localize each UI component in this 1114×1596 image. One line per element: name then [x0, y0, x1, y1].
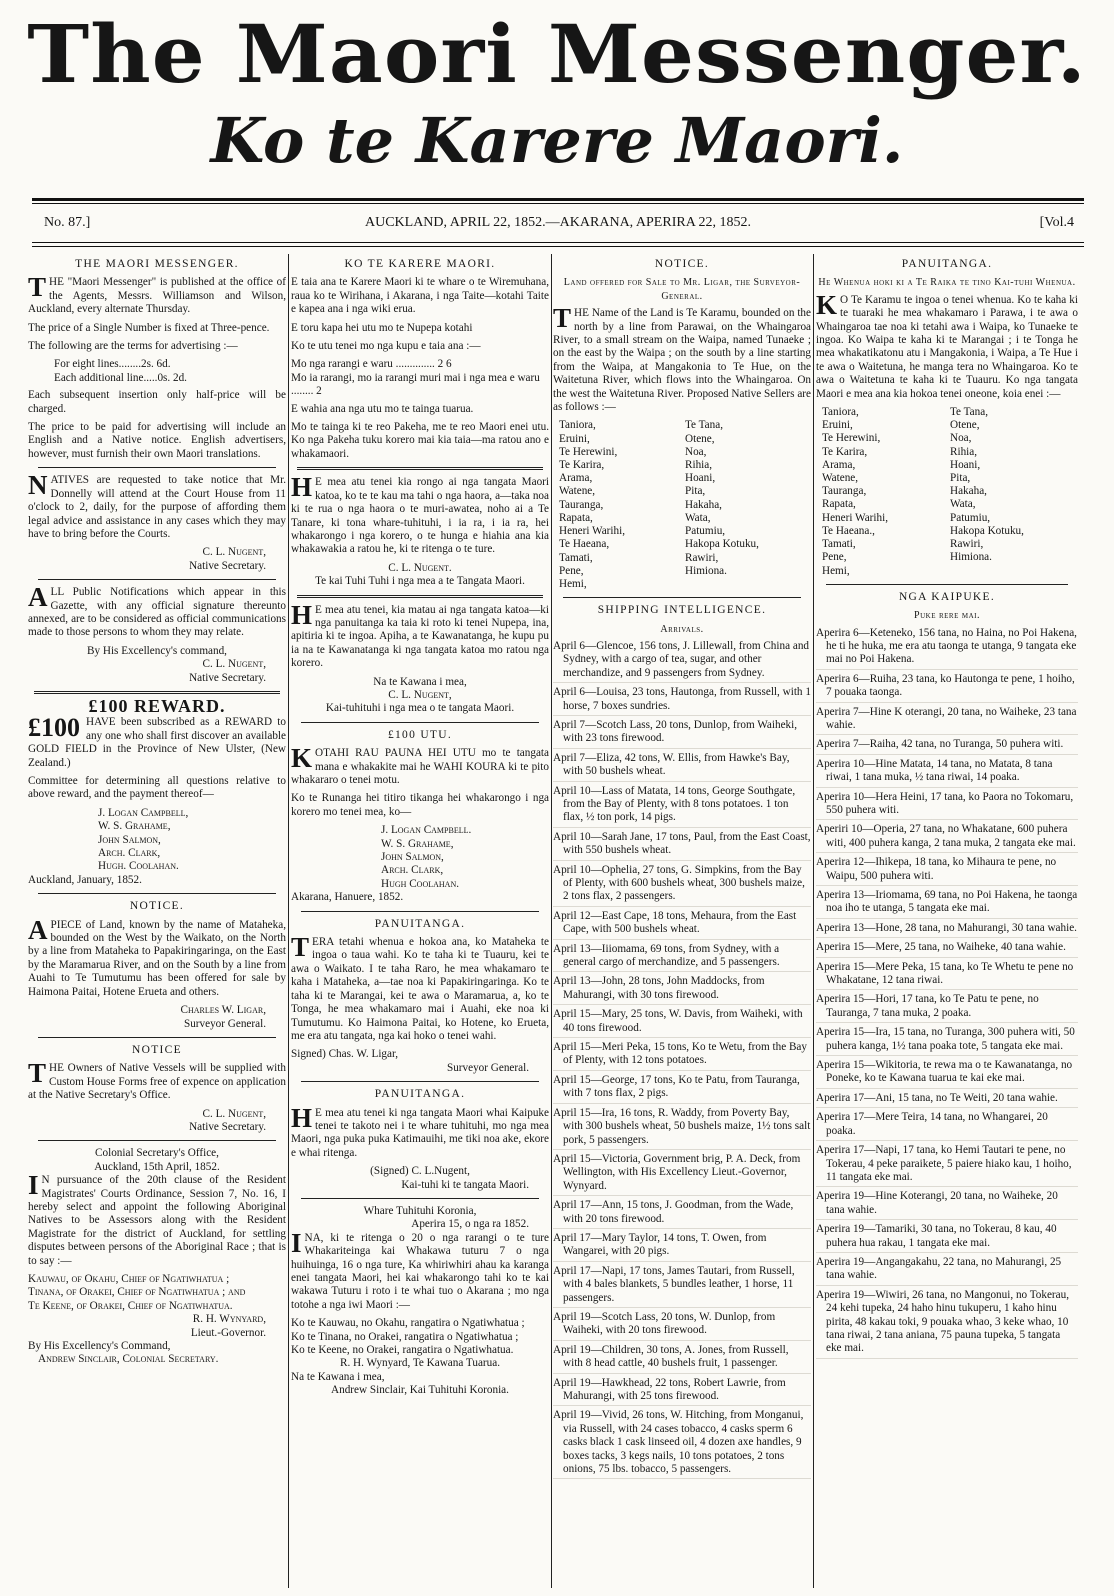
ship-arrival-entry: April 15—Victoria, Government brig, P. A. Deck, from Wellington, with His Excellency Lieut.-Governor, Wynyard. — [553, 1153, 811, 1196]
column-2 — [291, 252, 549, 1588]
command-line: Na te Kawana i mea, — [291, 1370, 385, 1383]
divider — [38, 893, 276, 894]
committee-text: Committee for determining all questions relative to above reward, and the payment thereof— — [28, 775, 286, 801]
seller-name: Te Haeana, — [559, 538, 610, 551]
ship-arrival-entry: Aperira 13—Iriomama, 69 tana, no Poi Hakena, he taonga noa iho te utanga, 5 tangata eke mai. — [816, 889, 1078, 919]
signature-title: Native Secretary. — [189, 559, 266, 572]
ship-arrival-entry: April 17—Mary Taylor, 14 tons, T. Owen, from Wangarei, with 20 pigs. — [553, 1232, 811, 1262]
ship-arrival-entry: Aperira 15—Mere, 25 tana, no Waiheke, 40 tana wahie. — [816, 941, 1078, 957]
seller-name: Heneri Warihi, — [822, 511, 888, 524]
volume-number: [Vol.4 — [1039, 215, 1074, 230]
ship-arrival-entry: April 15—Mary, 25 tons, W. Davis, from Waiheki, with 40 tons firewood. — [553, 1008, 811, 1038]
signature-title: Kai-tuhi ki te tangata Maori. — [401, 1178, 529, 1191]
dateline — [36, 212, 1080, 238]
assessor: Ko te Tinana, no Orakei, rangatira o Ngatiwhatua ; — [291, 1330, 519, 1343]
seller-name: Pene, — [822, 551, 847, 564]
seller-name: Watene, — [559, 485, 596, 498]
office-line: Whare Tuhituhi Koronia, — [363, 1204, 477, 1217]
section-subheading: He Whenua hoki ki a Te Raika te tino Kai-tuhi Whenua. — [818, 277, 1076, 289]
seller-name: Hakaha, — [950, 485, 987, 498]
ship-arrival-entry: April 10—Sarah Jane, 17 tons, Paul, from the East Coast, with 550 bushels wheat. — [553, 831, 811, 861]
seller-name: Tamati, — [559, 551, 593, 564]
rate-line: For eight lines........2s. 6d. — [54, 358, 171, 371]
seller-name: Tamati, — [822, 538, 856, 551]
ship-arrival-entry: Aperira 17—Mere Teira, 14 tana, no Whangarei, 20 poaka. — [816, 1111, 1078, 1141]
divider — [301, 911, 539, 912]
signature-title: Surveyor General. — [183, 1017, 266, 1030]
committee-member: W. S. Grahame, — [381, 837, 454, 850]
sellers-list — [816, 406, 1078, 578]
section-heading: NOTICE. — [129, 900, 185, 913]
command-line: Na te Kawana i mea, — [373, 675, 467, 688]
signature: C. L. Nugent, — [202, 658, 266, 671]
seller-name: Rihia, — [950, 445, 978, 458]
ship-arrival-entry: Aperira 6—Keteneko, 156 tana, no Haina, no Poi Hakena, he ti he huka, me era atu taonga te utanga, 9 tangata eke mai no Poi Hakena. — [816, 627, 1078, 670]
advertising-terms: The following are the terms for advertising :— — [28, 340, 238, 353]
seller-name: Hemi, — [822, 564, 850, 577]
committee-names — [28, 807, 286, 874]
section-heading: SHIPPING INTELLIGENCE. — [597, 604, 767, 617]
seller-name: Te Herewini, — [559, 445, 618, 458]
assessor: Kauwau, of Okahu, Chief of Ngatiwhatua ; — [28, 1273, 230, 1285]
masthead-rule — [32, 198, 1084, 201]
land-notice: THE Name of the Land is Te Karamu, bounded on the north by a line from Parawai, on the Whaingaroa River, to a small stream on the Waipa, named Tunaeke ; on the east by the Waipa ; on the south by a line starting from the Waipa, at Mangakonia to Te Hue, on the Waitetuna River, which flows into the Whaingaroa. On the west the Waitetuna River. Proposed Native Sellers are as follows :— — [553, 303, 811, 414]
divider — [301, 1081, 539, 1082]
ship-arrival-entry: Aperira 7—Hine K oterangi, 20 tana, no Waiheke, 23 tana wahie. — [816, 706, 1078, 736]
committee-member: J. Logan Campbell. — [381, 824, 472, 837]
seller-name: Taniora, — [822, 406, 859, 419]
divider — [297, 467, 543, 470]
ship-arrival-entry: April 13—Iiiomama, 69 tons, from Sydney, with a general cargo of merchandize, and 5 passengers. — [553, 943, 811, 973]
office-date: Aperira 15, o nga ra 1852. — [411, 1218, 529, 1231]
ship-arrival-entry: Aperira 19—Hine Koterangi, 20 tana, no Waiheke, 20 tana wahie. — [816, 1190, 1078, 1220]
seller-name: Rapata, — [822, 498, 856, 511]
natives-notice: NATIVES are requested to take notice that Mr. Donnelly will attend at the Court House from 11 o'clock to 2, daily, for the purpose of affording them legal advice and assistance in any cases which they may have to bring before the Courts. — [28, 470, 286, 540]
signature-title: Kai-tuhituhi i nga mea o te tangata Maori. — [325, 702, 515, 715]
natives-notice: HE mea atu tenei kia rongo ai nga tangata Maori katoa, ko te te kau ma tahi o nga haora, a—taka noa ki te rua o nga haora o te muri-awatea, noho ai a Te Tanare, ki tona whare-tuhituhi, i ia ra, i ia ra, hei whakarongo i nga korero, o te hunga e hiahia ana kia whakawakia a ratou he, ki te ritenga o te ture. — [291, 472, 549, 556]
ship-arrival-entry: April 6—Glencoe, 156 tons, J. Lillewall, from China and Sydney, with a cargo of tea, sugar, and other merchandize, and 9 passengers from Sydney. — [553, 640, 811, 683]
ship-arrival-entry: April 15—Meri Peka, 15 tons, Ko te Wetu, from the Bay of Plenty, with 12 tons potatoes. — [553, 1041, 811, 1071]
column-divider — [813, 254, 814, 1588]
land-notice: TERA tetahi whenua e hokoa ana, ko Mataheka te ingoa o taua wahi. Ko te taha ki te Tuauru, kei te awa o Waikato. I te taha Raro, he mea whakamaro te kaha i Mataheka, a—tae noa ki Papakiringaringa. Ko te taha ki te Marangai, kei te awa o Maramarua, a, ko te Tonga, he mea whakamaro mai i Auahi, eke noa ki Tumutumu. Ko Haimona Paitai, ko Hotene, ko Erueta, me era atu tangata, nga kai hoko o tenei wahi. — [291, 932, 549, 1042]
committee-names — [291, 824, 549, 891]
advertising-terms: Ko te utu tenei mo nga kupu e taia ana :— — [291, 340, 481, 353]
seller-name: Hakaha, — [685, 498, 722, 511]
seller-name: Rawiri, — [685, 551, 719, 564]
masthead-title-english: The Maori Messenger. — [27, 7, 1087, 101]
committee-member: W. S. Grahame, — [98, 820, 171, 833]
section-heading: NGA KAIPUKE. — [898, 590, 996, 603]
divider — [38, 1140, 276, 1141]
divider — [563, 597, 801, 598]
signature: Charles W. Ligar, — [180, 1004, 266, 1017]
section-heading: NOTICE. — [654, 258, 710, 270]
reward-date: Auckland, January, 1852. — [28, 873, 142, 886]
ship-arrival-entry: April 13—John, 28 tons, John Maddocks, from Mahurangi, with 30 tons firewood. — [553, 975, 811, 1005]
committee-member: John Salmon, — [381, 851, 444, 864]
seller-name: Watene, — [822, 472, 859, 485]
vessel-notice: HE mea atu tenei ki nga tangata Maori whai Kaipuke tenei te takoto nei i te whare tuhituhi, mo nga mea Maori, nga puka puka Katimauihi, me tiki noa ake, ekore e whai ritenga. — [291, 1102, 549, 1159]
seller-name: Te Tana, — [950, 406, 988, 419]
ship-arrival-entry: April 19—Children, 30 tons, A. Jones, from Russell, with 8 head cattle, 40 bushels fruit, 1 passenger. — [553, 1344, 811, 1374]
committee-member: John Salmon, — [98, 833, 161, 846]
ship-arrival-entry: April 19—Scotch Lass, 20 tons, W. Dunlop, from Waiheki, with 20 tons firewood. — [553, 1311, 811, 1341]
signature: C. L. Nugent, — [202, 546, 266, 559]
ship-arrival-entry: Aperira 17—Ani, 15 tana, no Te Weiti, 20 tana wahie. — [816, 1092, 1078, 1108]
advertising-price: Mo te tainga ki te reo Pakeha, me te reo Maori enei utu. Ko nga Pakeha tuku korero mai kia taia—ma ratou ano e whakamaori. — [291, 421, 549, 460]
signature-title: Surveyor General. — [446, 1061, 529, 1074]
reward-amount: £100 — [28, 713, 80, 743]
committee-member: J. Logan Campbell, — [98, 806, 189, 819]
ship-arrival-entry: April 10—Ophelia, 27 tons, G. Simpkins, from the Bay of Plenty, with 600 bushels wheat, 300 bushels maize, 2 tons flax, 2 passengers. — [553, 864, 811, 907]
ship-arrival-entry: Aperira 19—Wiwiri, 26 tana, no Mangonui, no Tokerau, 24 kehi tupeka, 24 haho hinu tukuperu, 1 kaho hinu pirita, 48 kakau toki, 9 pouaka whao, 3 keke whao, 10 tana riwai, 2 tana aniana, 75 pauna tupeka, 5 tangata eke mai. — [816, 1289, 1078, 1359]
masthead-title-maori: Ko te Karere Maori. — [210, 104, 904, 177]
ship-arrival-entry: April 10—Lass of Matata, 14 tons, George Southgate, from the Bay of Plenty, with 8 tons potatoes. 1 ton flax, ½ ton pork, 14 pigs. — [553, 785, 811, 828]
price-notice: E toru kapa hei utu mo te Nupepa kotahi — [291, 321, 473, 334]
insertion-notice: Each subsequent insertion only half-price will be charged. — [28, 389, 286, 415]
ship-arrival-entry: Aperira 19—Tamariki, 30 tana, no Tokerau, 8 kau, 40 puhera hua rakau, 1 tangata eke mai. — [816, 1223, 1078, 1253]
ship-arrival-entry: Aperira 19—Angangakahu, 22 tana, no Mahurangi, 25 tana wahie. — [816, 1256, 1078, 1286]
committee-text: Ko te Runanga hei titiro tikanga hei whakarongo i nga korero mo tenei mea, ko— — [291, 792, 549, 818]
seller-name: Arama, — [822, 458, 856, 471]
signature: Andrew Sinclair, Colonial Secretary. — [38, 1353, 219, 1366]
ship-arrival-entry: Aperira 10—Hine Matata, 14 tana, no Matata, 8 tana riwai, 1 tana muka, ½ tana riwai, 14 poaka. — [816, 758, 1078, 788]
assessors-notice: INA, ki te ritenga o 20 o nga rarangi o te ture Whakariteinga kai Whakawa tuturu 7 o nga huihuinga, 16 o nga ture, Ka whiriwhiri ahau ka karanga enei tangata Maori, hei kai whakarongo tahi ko te kai wakawa Tuturu i roto i te whai tuo o Akarana ; mo nga totohe a nga iwi Maori :— — [291, 1227, 549, 1311]
reward-text: HAVE been subscribed as a REWARD to any one who shall first discover an available GOLD FIELD in the Province of New Ulster, (New Zealand.) — [28, 716, 286, 769]
seller-name: Hoani, — [685, 472, 716, 485]
section-heading: PANUITANGA. — [901, 258, 993, 270]
seller-name: Noa, — [685, 445, 707, 458]
ship-arrival-entry: April 15—George, 17 tons, Ko te Patu, from Tauranga, with 7 tons flax, 2 pigs. — [553, 1074, 811, 1104]
committee-member: Arch. Clark, — [98, 847, 161, 860]
section-subheading: Land offered for Sale to Mr. Ligar, the Surveyor-General. — [563, 277, 801, 302]
seller-name: Te Herewini, — [822, 432, 881, 445]
ship-arrival-entry: Aperira 15—Hori, 17 tana, ko Te Patu te pene, no Tauranga, 7 tana muka, 2 poaka. — [816, 993, 1078, 1023]
committee-member: Arch. Clark, — [381, 864, 444, 877]
seller-name: Otene, — [950, 419, 980, 432]
seller-name: Hakopa Kotuku, — [685, 538, 759, 551]
seller-name: Patumiu, — [950, 511, 991, 524]
seller-name: Otene, — [685, 432, 715, 445]
ship-arrival-entry: April 15—Ira, 16 tons, R. Waddy, from Poverty Bay, with 300 bushels wheat, 50 bushels maize, 1½ tons salt pork, 5 passengers. — [553, 1107, 811, 1150]
ship-arrival-entry: April 12—East Cape, 18 tons, Mehaura, from the East Cape, with 500 bushels wheat. — [553, 910, 811, 940]
reward-heading: £100 REWARD. — [88, 695, 226, 716]
committee-member: Hugh. Coolahan. — [98, 860, 179, 873]
seller-name: Eruini, — [822, 419, 853, 432]
seller-name: Hemi, — [559, 577, 587, 590]
dateline-rule-second — [32, 246, 1084, 247]
signature: Andrew Sinclair, Kai Tuhituhi Koronia. — [331, 1384, 509, 1397]
divider — [301, 1198, 539, 1199]
signature: C. L. Nugent, — [202, 1107, 266, 1120]
ship-arrival-entry: Aperira 17—Napi, 17 tana, ko Hemi Tautari te pene, no Tokerau, 4 peke paraikete, 5 paiere hiako kau, 1 hoiho, 11 tangata eke mai. — [816, 1144, 1078, 1187]
assessor: Te Keene, of Orakei, Chief of Ngatiwhatua. — [28, 1299, 233, 1312]
seller-name: Pita, — [685, 485, 706, 498]
public-notifications: ALL Public Notifications which appear in this Gazette, with any official signature thereunto annexed, are to be considered as official communications made to those persons to whom they may relate. — [28, 582, 286, 639]
ship-arrival-entry: April 7—Scotch Lass, 20 tons, Dunlop, from Waiheki, with 23 tons firewood. — [553, 719, 811, 749]
column-1 — [28, 252, 286, 1588]
arrivals-list — [816, 627, 1078, 1359]
rate-line: Mo nga rarangi e waru .............. 2 6 — [291, 358, 452, 371]
signature: C. L. Nugent. — [388, 561, 452, 574]
divider — [38, 467, 276, 468]
arrivals-list — [553, 640, 811, 1480]
seller-name: Te Haeana., — [822, 524, 875, 537]
reward-date: Akarana, Hanuere, 1852. — [291, 891, 404, 904]
publication-notice: THE "Maori Messenger" is published at the office of the Agents, Messrs. Williamson and Wilson, Auckland, every alternate Thursday. — [28, 272, 286, 316]
divider — [297, 595, 543, 598]
assessors-notice: IN pursuance of the 20th clause of the Resident Magistrates' Courts Ordinance, Session 7, No. 16, I hereby select and appoint the following Aboriginal Natives to be Assessors along with the Resident Magistrate for the district of Auckland, for settling disputes between persons of the Aboriginal Race ; that is to say :— — [28, 1170, 286, 1267]
signature: R. H. Wynyard, Te Kawana Tuarua. — [339, 1357, 500, 1370]
command-line: By His Excellency's command, — [87, 644, 227, 657]
seller-name: Rawiri, — [950, 538, 984, 551]
seller-name: Arama, — [559, 472, 593, 485]
ship-arrival-entry: Aperira 13—Hone, 28 tana, no Mahurangi, 30 tana wahie. — [816, 922, 1078, 938]
signature: (Signed) C. L.Nugent, — [370, 1165, 470, 1178]
seller-name: Wata, — [950, 498, 976, 511]
seller-name: Patumiu, — [685, 525, 726, 538]
issue-number: No. 87.] — [44, 215, 91, 230]
seller-name: Taniora, — [559, 419, 596, 432]
issue-date: AUCKLAND, APRIL 22, 1852.—AKARANA, APERIRA 22, 1852. — [364, 215, 752, 230]
ship-arrival-entry: April 19—Vivid, 26 tons, W. Hitching, from Monganui, via Russell, with 24 cases tobacco, 4 casks sperm 6 casks black 1 cask linseed oil, 4 dozen axe handles, 9 boxes tacks, 3 kegs nails, 10 tons potatoes, 2 tons onions, 75 lbs. tobacco, 5 passengers. — [553, 1409, 811, 1479]
committee-member: Hugh Coolahan. — [381, 877, 460, 890]
section-heading: £100 UTU. — [387, 728, 453, 741]
signature: Signed) Chas. W. Ligar, — [291, 1048, 399, 1061]
seller-name: Himiona. — [950, 551, 992, 564]
ship-arrival-entry: Aperira 15—Mere Peka, 15 tana, ko Te Whetu te pene no Whakatane, 12 tana riwai. — [816, 961, 1078, 991]
column-4 — [816, 252, 1078, 1588]
assessor: Ko te Kauwau, no Okahu, rangatira o Ngatiwhatua ; — [291, 1317, 525, 1330]
ship-arrival-entry: Aperira 10—Hera Heini, 17 tana, ko Paora no Tokomaru, 550 puhera witi. — [816, 791, 1078, 821]
office-line: Colonial Secretary's Office, — [95, 1147, 219, 1160]
seller-name: Pita, — [950, 472, 971, 485]
seller-name: Te Tana, — [685, 419, 723, 432]
ship-arrival-entry: Aperira 15—Wikitoria, te rewa ma o te Kawanatanga, no Poneke, ko te Kawana tuarua te kai eke mai. — [816, 1059, 1078, 1089]
seller-name: Tauranga, — [822, 485, 867, 498]
ship-arrival-entry: April 17—Ann, 15 tons, J. Goodman, from the Wade, with 20 tons firewood. — [553, 1199, 811, 1229]
ship-arrival-entry: April 7—Eliza, 42 tons, W. Ellis, from Hawke's Bay, with 50 bushels wheat. — [553, 752, 811, 782]
section-heading: KO TE KARERE MAORI. — [344, 258, 496, 270]
assessor: Tinana, of Orakei, Chief of Ngatiwhatua ; and — [28, 1286, 246, 1299]
section-heading: NOTICE — [132, 1043, 182, 1056]
price-notice: The price of a Single Number is fixed at Three-pence. — [28, 321, 270, 334]
land-notice: KO Te Karamu te ingoa o tenei whenua. Ko te kaha ki te tuaraki he mea whakamaro i Parawa, i te awa o Whaingaroa tae noa ki tetahi awa i Waipa, ko Tunaeke te ingoa. Ko Waipa te kaha ki te Marangai ; i te Tonga he mea whakatikatonu atu i Mangakonia, i Waipa, a Te Hue i te awa o Waitetuna, he manga tera no Whaingaroa. Ko te awa o Waitetuna te kaha ki te Tuauru. Ko nga tangata Maori e mea ana kia hokoa tenei oneone, koia enei :— — [816, 289, 1078, 400]
seller-name: Rihia, — [685, 459, 713, 472]
publication-notice: E taia ana te Karere Maori ki te whare o te Wiremuhana, raua ko te Wirihana, i Akarana, i nga Taite—kotahi Taite e kapea ana i nga wiki erua. — [291, 276, 549, 316]
ship-arrival-entry: Aperira 15—Ira, 15 tana, no Turanga, 300 puhera witi, 50 puhera kanga, 1½ tana poaka tote, 5 tangata eke mai. — [816, 1026, 1078, 1056]
rate-line: Mo ia rarangi, mo ia rarangi muri mai i nga mea e waru ........ 2 — [291, 371, 540, 398]
ship-arrival-entry: April 19—Hawkhead, 22 tons, Robert Lawrie, from Mahurangi, with 25 tons firewood. — [553, 1377, 811, 1407]
seller-name: Hakopa Kotuku, — [950, 524, 1024, 537]
public-notifications: HE mea atu tenei, kia matau ai nga tangata katoa—ki nga panuitanga ka taia ki roto ki tenei Nupepa, ina, apitiria ki te ingoa. Apiha, a te Kawanatanga, he kupu pu ia na te Kawanatanga ki nga tangata katoa mo ratou nga korero. — [291, 599, 549, 670]
section-heading: PANUITANGA. — [374, 1088, 466, 1101]
rate-line: Each additional line.....0s. 2d. — [54, 371, 187, 384]
seller-name: Rapata, — [559, 511, 593, 524]
sellers-list — [553, 419, 811, 591]
masthead-rule-thin — [32, 203, 1084, 204]
seller-name: Wata, — [685, 511, 711, 524]
section-heading: THE MAORI MESSENGER. — [75, 258, 239, 270]
signature-title: Native Secretary. — [189, 671, 266, 684]
office-date: Auckland, 15th April, 1852. — [94, 1160, 220, 1173]
section-subheading: Puke rere mai. — [914, 610, 980, 622]
seller-name: Te Karira, — [559, 459, 605, 472]
seller-name: Te Karira, — [822, 445, 868, 458]
ship-arrival-entry: Aperiri 10—Operia, 27 tana, no Whakatane, 600 puhera witi, 400 puhera kanga, 2 tana muka, 2 tangata eke mai. — [816, 823, 1078, 853]
column-3 — [553, 252, 811, 1588]
section-subheading: Arrivals. — [660, 623, 704, 635]
seller-name: Hoani, — [950, 458, 981, 471]
signature-title: Lieut.-Governor. — [190, 1326, 266, 1339]
dateline-rule — [32, 242, 1084, 243]
signature-title: Native Secretary. — [189, 1120, 266, 1133]
seller-name: Noa, — [950, 432, 972, 445]
seller-name: Heneri Warihi, — [559, 525, 625, 538]
signature-title: Te kai Tuhi Tuhi i nga mea a te Tangata Maori. — [315, 575, 525, 588]
divider — [34, 691, 280, 694]
seller-name: Himiona. — [685, 564, 727, 577]
insertion-notice: E wahia ana nga utu mo te tainga tuarua. — [291, 402, 474, 415]
ship-arrival-entry: April 6—Louisa, 23 tons, Hautonga, from Russell, with 1 horse, 7 boxes sundries. — [553, 686, 811, 716]
column-divider — [551, 254, 552, 1588]
ship-arrival-entry: Aperira 6—Ruiha, 23 tana, ko Hautonga te pene, 1 hoiho, 7 pouaka taonga. — [816, 673, 1078, 703]
section-heading: PANUITANGA. — [374, 917, 466, 930]
divider — [826, 584, 1068, 585]
masthead — [28, 4, 1086, 184]
seller-name: Eruini, — [559, 432, 590, 445]
advertising-price: The price to be paid for advertising will include an English and a Native notice. English advertisers, however, must furnish their own Maori translations. — [28, 421, 286, 460]
ship-arrival-entry: Aperira 12—Ihikepa, 18 tana, ko Mihaura te pene, no Waipu, 500 puhera witi. — [816, 856, 1078, 886]
column-divider — [288, 254, 289, 1588]
signature: C. L. Nugent, — [388, 688, 452, 701]
divider — [38, 1037, 276, 1038]
seller-name: Tauranga, — [559, 498, 604, 511]
reward-text: KOTAHI RAU PAUNA HEI UTU mo te tangata mana e whakakite mai he WAHI KOURA ki te pito whakararo o tenei motu. — [291, 743, 549, 786]
ship-arrival-entry: April 17—Napi, 17 tons, James Tautari, from Russell, with 4 bales blankets, 5 bundles leather, 1 horse, 11 passengers. — [553, 1265, 811, 1308]
divider — [301, 722, 539, 723]
land-notice: APIECE of Land, known by the name of Mataheka, bounded on the West by the Waikato, on the North by a line from Mataheka to Papakiringaringa, on the East by the Maramarua River, and on the South by a line from Auahi to Te Tumutumu has been offered for sale by Haimona Paitai, Hotene Erueta and others. — [28, 914, 286, 998]
seller-name: Pene, — [559, 564, 584, 577]
signature: R. H. Wynyard, — [192, 1313, 266, 1326]
vessel-notice: THE Owners of Native Vessels will be supplied with Custom House Forms free of expence on application at the Native Secretary's Office. — [28, 1058, 286, 1102]
divider — [38, 579, 276, 580]
ship-arrival-entry: Aperira 7—Raiha, 42 tana, no Turanga, 50 puhera witi. — [816, 738, 1078, 754]
command-line: By His Excellency's Command, — [28, 1340, 171, 1353]
assessor: Ko te Keene, no Orakei, rangatira o Ngatiwhatua. — [291, 1344, 514, 1357]
